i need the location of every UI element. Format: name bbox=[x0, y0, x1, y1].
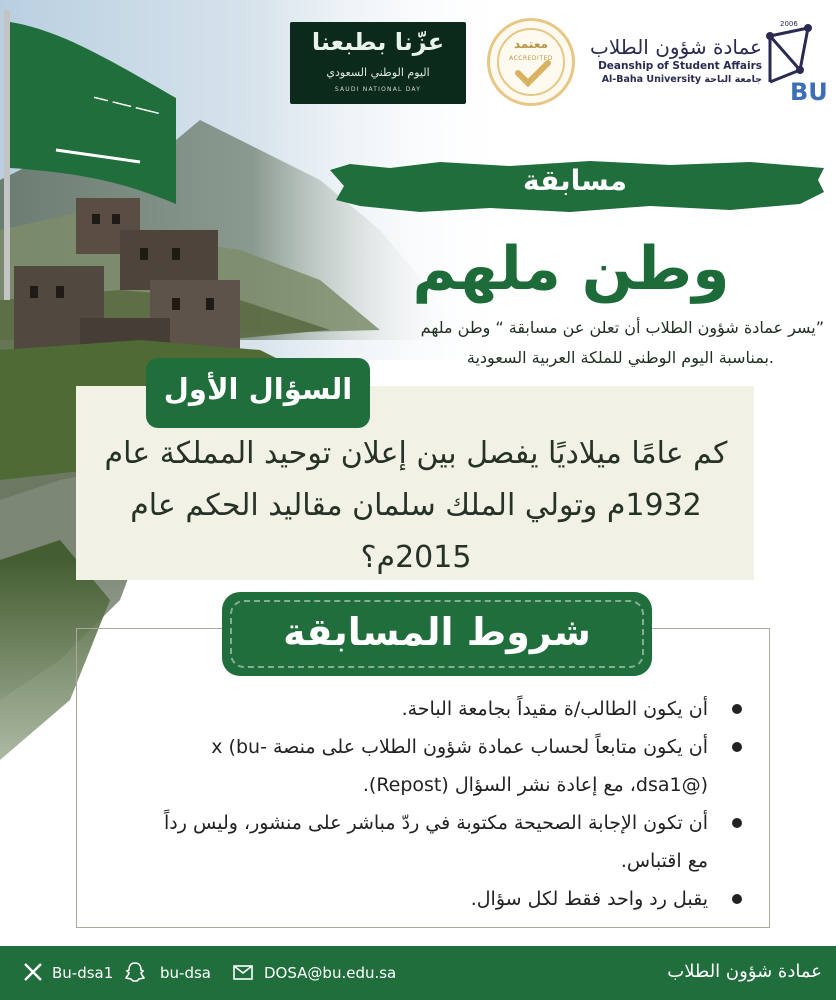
footer-bar bbox=[0, 946, 836, 1000]
competition-title: وطن ملهم bbox=[412, 234, 730, 304]
condition-text: أن تكون الإجابة الصحيحة مكتوبة في ردّ مباشر على منشور، وليس رداً مع اقتباس. bbox=[164, 812, 708, 872]
dept-name-en: Deanship of Student Affairs bbox=[598, 60, 762, 72]
competition-label: مسابقة bbox=[523, 164, 627, 197]
email-icon[interactable] bbox=[232, 961, 254, 983]
condition-item bbox=[150, 728, 750, 804]
snapchat-handle[interactable]: bu-dsa bbox=[160, 964, 211, 982]
condition-item bbox=[150, 690, 750, 728]
national-day-logo bbox=[290, 22, 466, 104]
condition-text: يقبل رد واحد فقط لكل سؤال. bbox=[470, 888, 708, 910]
bu-logo-icon bbox=[764, 20, 828, 102]
bullet-icon bbox=[732, 818, 742, 828]
deanship-block bbox=[586, 34, 762, 104]
dept-name-ar: عمادة شؤون الطلاب bbox=[590, 35, 762, 59]
question-text: كم عامًا ميلاديًا يفصل بين إعلان توحيد المملكة عام 1932م وتولي الملك سلمان مقاليد الحكم عام 2015م؟ bbox=[104, 436, 728, 575]
x-icon[interactable] bbox=[22, 961, 44, 983]
national-day-en: SAUDI NATIONAL DAY bbox=[334, 86, 422, 93]
logo-year: 2006 bbox=[780, 20, 798, 28]
condition-item bbox=[150, 880, 750, 918]
conditions-label bbox=[222, 592, 652, 676]
condition-text: أن يكون متابعاً لحساب عمادة شؤون الطلاب على منصة x (bu-dsa1@)، مع إعادة نشر السؤال (Repost). bbox=[211, 736, 708, 796]
bullet-icon bbox=[732, 704, 742, 714]
intro-line-1: يسر عمادة شؤون الطلاب أن تعلن عن مسابقة “ وطن ملهم” bbox=[420, 318, 824, 337]
conditions-label-text: شروط المسابقة bbox=[283, 610, 591, 654]
svg-text:ـــــ ــــ ـــ: ـــــ ــــ ـــ bbox=[93, 83, 163, 118]
bullet-icon bbox=[732, 894, 742, 904]
x-handle[interactable]: Bu-dsa1 bbox=[52, 964, 114, 982]
intro-line-2: بمناسبة اليوم الوطني للملكة العربية السعودية. bbox=[466, 348, 774, 367]
snapchat-icon[interactable] bbox=[124, 961, 146, 983]
condition-text: أن يكون الطالب/ة مقيداً بجامعة الباحة. bbox=[401, 698, 708, 720]
check-icon bbox=[490, 21, 572, 103]
accredited-en: ACCREDITED bbox=[509, 55, 553, 62]
accredited-ar: معتمد bbox=[513, 37, 549, 51]
national-day-slogan: عزّنا بطبعنا bbox=[311, 28, 445, 56]
condition-item bbox=[150, 804, 750, 880]
bullet-icon bbox=[732, 742, 742, 752]
email-address[interactable]: DOSA@bu.edu.sa bbox=[264, 964, 397, 982]
logo-text: BU bbox=[790, 78, 828, 102]
accredited-seal bbox=[487, 18, 575, 106]
national-day-ar: اليوم الوطني السعودي bbox=[326, 66, 430, 79]
university-name: Al-Baha University جامعة الباحة bbox=[601, 74, 762, 85]
conditions-list bbox=[150, 690, 750, 918]
question-label bbox=[146, 358, 370, 428]
footer-dept: عمادة شؤون الطلاب bbox=[667, 961, 822, 982]
question-label-text: السؤال الأول bbox=[163, 372, 353, 406]
